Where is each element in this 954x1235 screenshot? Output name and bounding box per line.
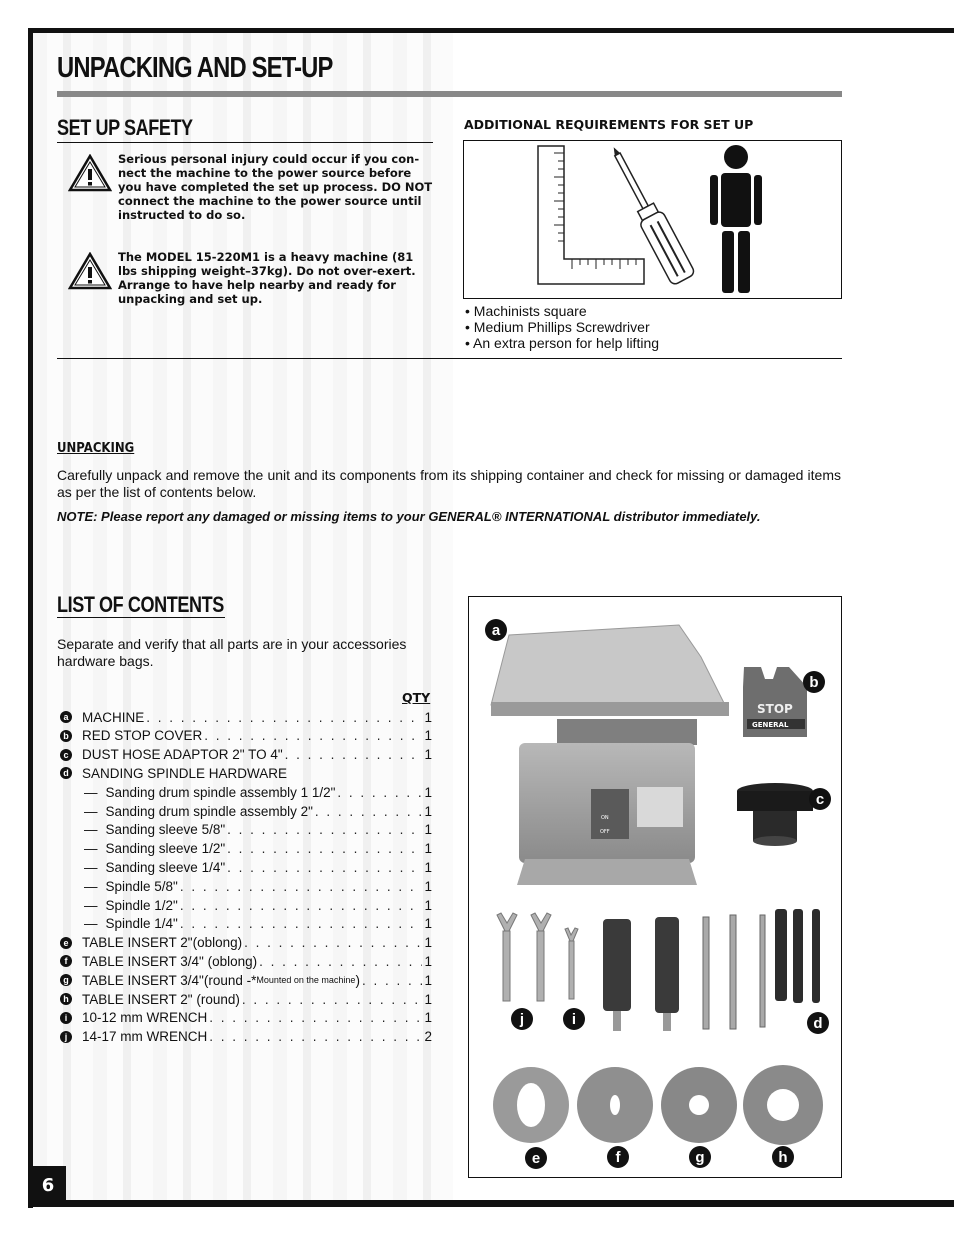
item-qty: 1 xyxy=(424,859,432,875)
leader-dots xyxy=(209,1029,422,1044)
item-qty: 1 xyxy=(424,822,432,838)
item-dash: — xyxy=(84,822,98,838)
warning-text-power: Serious personal injury could occur if you con-nect the machine to the power source before you have completed the set up process. DO NOT connect the machine to the power source until instructed to do so. xyxy=(118,152,433,222)
item-dash: — xyxy=(84,878,98,894)
item-dash: — xyxy=(84,897,98,913)
contents-item xyxy=(60,877,432,895)
item-qty: 1 xyxy=(424,709,432,725)
item-qty: 1 xyxy=(424,991,432,1007)
item-label-close: ) xyxy=(355,972,360,988)
leader-dots xyxy=(244,935,422,950)
leader-dots xyxy=(285,747,423,762)
item-label: Spindle 5/8" xyxy=(105,878,178,894)
item-label: 10-12 mm WRENCH xyxy=(82,1010,208,1026)
item-label: Sanding sleeve 5/8" xyxy=(105,822,226,838)
item-qty: 1 xyxy=(424,747,432,763)
item-dash: — xyxy=(84,859,98,875)
leader-dots xyxy=(227,860,422,875)
contents-item xyxy=(60,746,432,764)
item-qty: 1 xyxy=(424,916,432,932)
warning-text-heavy: The MODEL 15-220M1 is a heavy machine (81 lbs shipping weight–37kg). Do not over-exert. Arrange to have help nearby and ready for unpacking and set up. xyxy=(118,250,416,306)
leader-dots xyxy=(227,841,422,856)
requirement-item: • An extra person for help lifting xyxy=(465,335,660,351)
item-badge: d xyxy=(60,767,72,779)
contents-item xyxy=(60,708,432,726)
leader-dots xyxy=(146,710,422,725)
leader-dots xyxy=(180,916,423,931)
warning-triangle-icon xyxy=(68,252,112,290)
contents-item xyxy=(60,934,432,952)
unpacking-note: NOTE: Please report any damaged or missing items to your GENERAL® INTERNATIONAL distributor immediately. xyxy=(57,509,761,524)
photo-label-e: e xyxy=(525,1147,547,1169)
page-number: 6 xyxy=(30,1166,66,1204)
item-label: Spindle 1/2" xyxy=(105,897,178,913)
requirements-illustration xyxy=(463,140,842,299)
item-badge: e xyxy=(60,937,72,949)
page-frame-left xyxy=(28,28,33,1208)
item-label: TABLE INSERT 2" (round) xyxy=(82,991,240,1007)
item-label: TABLE INSERT 3/4"(round -* xyxy=(82,972,257,988)
tools-illustration xyxy=(464,141,841,298)
requirement-item: • Medium Phillips Screwdriver xyxy=(465,319,650,335)
item-badge: c xyxy=(60,749,72,761)
item-qty: 1 xyxy=(424,972,432,988)
item-qty: 1 xyxy=(424,878,432,894)
qty-header: QTY xyxy=(402,690,431,705)
contents-title-rule xyxy=(57,617,225,618)
item-label: Sanding sleeve 1/2" xyxy=(105,841,226,857)
item-dash: — xyxy=(84,784,98,800)
item-label: MACHINE xyxy=(82,709,145,725)
setup-safety-title: SET UP SAFETY xyxy=(57,115,193,140)
item-dash: — xyxy=(84,803,98,819)
extra-person-icon xyxy=(710,145,762,293)
item-badge: g xyxy=(60,974,72,986)
photo-label-j: j xyxy=(511,1008,533,1030)
parts-photo-illustration xyxy=(469,597,841,1177)
item-label: SANDING SPINDLE HARDWARE xyxy=(82,765,288,781)
item-label-note: Mounted on the machine xyxy=(256,975,356,986)
photo-label-a: a xyxy=(485,619,507,641)
sanding-drums-image xyxy=(603,917,679,1031)
item-qty: 1 xyxy=(424,953,432,969)
leader-dots xyxy=(180,879,423,894)
item-badge: h xyxy=(60,993,72,1005)
machine-image xyxy=(491,625,729,885)
contents-item xyxy=(60,971,432,989)
item-qty: 1 xyxy=(424,1010,432,1026)
item-badge: i xyxy=(60,1012,72,1024)
item-label: Sanding drum spindle assembly 2" xyxy=(105,803,313,819)
contents-item xyxy=(60,990,432,1008)
leader-dots xyxy=(315,804,423,819)
contents-item xyxy=(60,896,432,914)
contents-intro: Separate and verify that all parts are in your accessories hardware bags. xyxy=(57,636,407,669)
photo-label-c: c xyxy=(809,788,831,810)
svg-text:GENERAL: GENERAL xyxy=(752,721,789,729)
warning-triangle-icon xyxy=(68,154,112,192)
section-rule xyxy=(57,142,433,143)
item-label: TABLE INSERT 3/4" (oblong) xyxy=(82,953,258,969)
item-qty: 2 xyxy=(424,1029,432,1045)
item-label: TABLE INSERT 2"(oblong) xyxy=(82,935,243,951)
svg-text:ON: ON xyxy=(601,815,609,821)
svg-text:STOP: STOP xyxy=(757,702,793,716)
contents-photo xyxy=(468,596,842,1178)
contents-item xyxy=(60,821,432,839)
contents-item xyxy=(60,1028,432,1046)
page-title: UNPACKING AND SET-UP xyxy=(57,52,333,84)
item-label: Sanding sleeve 1/4" xyxy=(105,859,226,875)
contents-item xyxy=(60,952,432,970)
page-frame-bottom xyxy=(28,1200,954,1207)
wrenches-image xyxy=(497,913,578,1001)
contents-item xyxy=(60,840,432,858)
unpacking-body: Carefully unpack and remove the unit and its components from its shipping container and check for missing or damaged items as per the list of contents below. xyxy=(57,467,841,500)
leader-dots xyxy=(227,822,422,837)
contents-title: LIST OF CONTENTS xyxy=(57,592,224,617)
contents-item xyxy=(60,802,432,820)
item-qty: 1 xyxy=(424,897,432,913)
item-label: RED STOP COVER xyxy=(82,728,203,744)
leader-dots xyxy=(180,898,423,913)
contents-item xyxy=(60,915,432,933)
red-stop-cover-image xyxy=(743,667,807,737)
item-label: DUST HOSE ADAPTOR 2" TO 4" xyxy=(82,747,283,763)
item-label: 14-17 mm WRENCH xyxy=(82,1029,208,1045)
item-badge: j xyxy=(60,1031,72,1043)
photo-label-f: f xyxy=(607,1146,629,1168)
contents-item xyxy=(60,1009,432,1027)
leader-dots xyxy=(242,992,423,1007)
contents-item xyxy=(60,783,432,801)
photo-label-d: d xyxy=(807,1012,829,1034)
contents-item xyxy=(60,727,432,745)
item-label: Spindle 1/4" xyxy=(105,916,178,932)
requirements-heading: ADDITIONAL REQUIREMENTS FOR SET UP xyxy=(464,117,754,132)
requirements-list xyxy=(465,303,659,351)
photo-label-g: g xyxy=(689,1146,711,1168)
leader-dots xyxy=(337,785,422,800)
item-badge: a xyxy=(60,711,72,723)
page-frame-top xyxy=(30,28,954,33)
photo-label-i: i xyxy=(563,1008,585,1030)
spindles-image xyxy=(703,915,765,1029)
item-qty: 1 xyxy=(424,728,432,744)
table-inserts-image xyxy=(493,1065,823,1145)
unpacking-title: UNPACKING xyxy=(57,441,135,456)
item-badge: b xyxy=(60,730,72,742)
leader-dots xyxy=(259,954,422,969)
svg-text:OFF: OFF xyxy=(600,829,610,835)
contents-item xyxy=(60,858,432,876)
contents-item xyxy=(60,764,432,782)
leader-dots xyxy=(362,973,423,988)
item-qty: 1 xyxy=(424,803,432,819)
section-divider xyxy=(57,358,842,359)
item-dash: — xyxy=(84,841,98,857)
photo-label-b: b xyxy=(803,671,825,693)
item-dash: — xyxy=(84,916,98,932)
item-label: Sanding drum spindle assembly 1 1/2" xyxy=(105,784,336,800)
dust-hose-adaptor-image xyxy=(737,783,813,846)
item-qty: 1 xyxy=(424,935,432,951)
photo-label-h: h xyxy=(772,1146,794,1168)
item-badge: f xyxy=(60,955,72,967)
sanding-sleeves-image xyxy=(775,909,820,1003)
requirement-item: • Machinists square xyxy=(465,303,587,319)
leader-dots xyxy=(209,1010,422,1025)
leader-dots xyxy=(204,728,422,743)
item-qty: 1 xyxy=(424,841,432,857)
item-qty: 1 xyxy=(424,784,432,800)
title-underline-bar xyxy=(57,91,842,97)
